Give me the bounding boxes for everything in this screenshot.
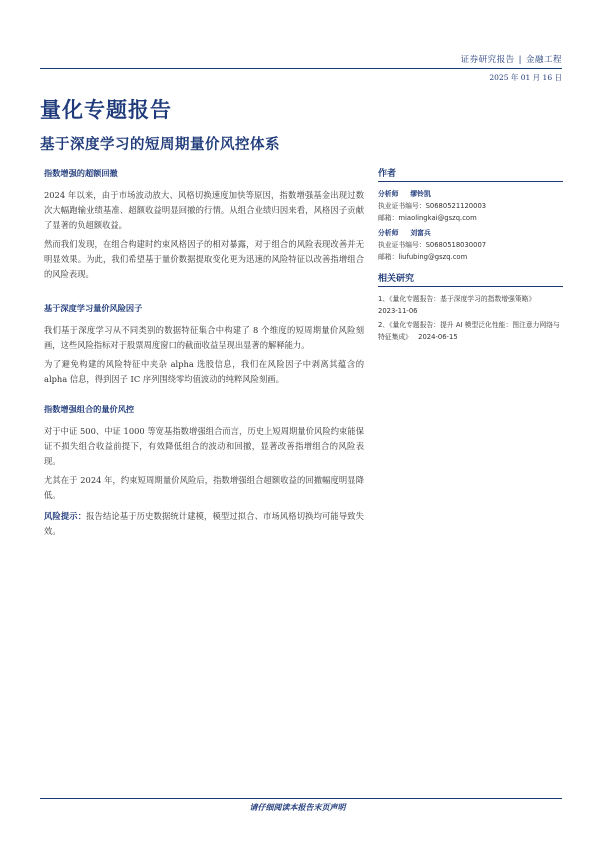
related-date: 2024-06-15 bbox=[418, 333, 458, 341]
sidebar bbox=[378, 166, 563, 345]
footer-rule bbox=[40, 798, 562, 799]
header-dept: 金融工程 bbox=[525, 55, 562, 65]
section-3 bbox=[44, 402, 364, 503]
section-heading: 基于深度学习量价风险因子 bbox=[44, 303, 143, 313]
analyst-name-line bbox=[378, 188, 563, 200]
report-type: 量化专题报告 bbox=[40, 97, 172, 122]
email-label: 邮箱： bbox=[378, 214, 399, 222]
risk-label: 风险提示： bbox=[44, 511, 87, 521]
analyst-block bbox=[378, 227, 563, 263]
related-item[interactable] bbox=[378, 319, 563, 343]
section-paragraph: 尤其在于 2024 年，约束短周期量价风险后，指数增强组合超额收益的回撤幅度明显降低。 bbox=[44, 475, 364, 500]
analyst-license-line bbox=[378, 200, 563, 212]
related-title: 1、《量化专题报告：基于深度学习的指数增强策略》 bbox=[378, 295, 536, 303]
authors-heading: 作者 bbox=[378, 166, 563, 182]
header-org: 证券研究报告 bbox=[460, 55, 515, 65]
analyst-role: 分析师 bbox=[378, 190, 399, 198]
analyst-name: 刘富兵 bbox=[410, 229, 431, 237]
related-item[interactable] bbox=[378, 293, 563, 317]
section-1 bbox=[44, 166, 364, 282]
license-label: 执业证书编号： bbox=[378, 202, 426, 210]
section-paragraph: 2024 年以来，由于市场波动放大、风格切换速度加快等原因，指数增强基金出现过数次大幅跑输业绩基准、超额收益明显回撤的行情。从组合业绩归因来看，风格因子贡献了显著的负超额收益。 bbox=[44, 190, 364, 230]
analyst-email-line bbox=[378, 212, 563, 224]
email-link[interactable]: liufubing@gszq.com bbox=[398, 253, 468, 261]
license-label: 执业证书编号： bbox=[378, 241, 426, 249]
risk-text: 报告结论基于历史数据统计建模，模型过拟合、市场风格切换均可能导致失效。 bbox=[44, 511, 364, 536]
email-label: 邮箱： bbox=[378, 253, 399, 261]
section-heading: 指数增强的超额回撤 bbox=[44, 168, 118, 178]
analyst-role: 分析师 bbox=[378, 229, 399, 237]
section-paragraph: 对于中证 500、中证 1000 等宽基指数增强组合而言，历史上短周期量价风险约束能保证不损失组合收益前提下，有效降低组合的波动和回撤，显著改善指增组合的风险表现。 bbox=[44, 426, 364, 466]
section-heading: 指数增强组合的量价风控 bbox=[44, 404, 135, 414]
section-paragraph: 然而我们发现，在组合构建时约束风格因子的相对暴露，对于组合的风险表现改善并无明显效果。为此，我们希望基于量价数据提取变化更为迅速的风险特征以改善指增组合的风险表现。 bbox=[44, 239, 364, 279]
license-number: S0680521120003 bbox=[425, 202, 487, 210]
related-heading: 相关研究 bbox=[378, 271, 563, 287]
related-title: 2、《量化专题报告：提升 AI 模型泛化性能：图注意力网络与特征集成》 bbox=[378, 321, 560, 341]
section-2 bbox=[44, 301, 364, 387]
license-number: S0680518030007 bbox=[425, 241, 487, 249]
risk-warning bbox=[44, 509, 364, 539]
analyst-name: 缪铃凯 bbox=[410, 190, 431, 198]
header-rule bbox=[40, 68, 562, 69]
analyst-license-line bbox=[378, 239, 563, 251]
footer-disclaimer: 请仔细阅读本报告末页声明 bbox=[249, 802, 346, 812]
section-paragraph: 我们基于深度学习从不同类别的数据特征集合中构建了 8 个维度的短周期量价风险刻画，这些风险指标对于股票周度窗口的截面收益呈现出显著的解释能力。 bbox=[44, 325, 364, 350]
header-separator: | bbox=[518, 55, 522, 65]
email-link[interactable]: miaolingkai@gszq.com bbox=[398, 214, 477, 222]
section-paragraph: 为了避免构建的风险特征中夹杂 alpha 选股信息，我们在风险因子中剥离其蕴含的 alpha 信息，得到因子 IC 序列围绕零均值波动的纯粹风险刻画。 bbox=[44, 359, 364, 384]
analyst-block bbox=[378, 188, 563, 224]
header-org-dept bbox=[461, 53, 562, 65]
main-content bbox=[44, 166, 364, 543]
report-title: 基于深度学习的短周期量价风控体系 bbox=[40, 136, 280, 153]
analyst-email-line bbox=[378, 251, 563, 263]
analyst-name-line bbox=[378, 227, 563, 239]
report-date: 2025 年 01 月 16 日 bbox=[489, 73, 562, 82]
related-date: 2023-11-06 bbox=[378, 307, 418, 315]
